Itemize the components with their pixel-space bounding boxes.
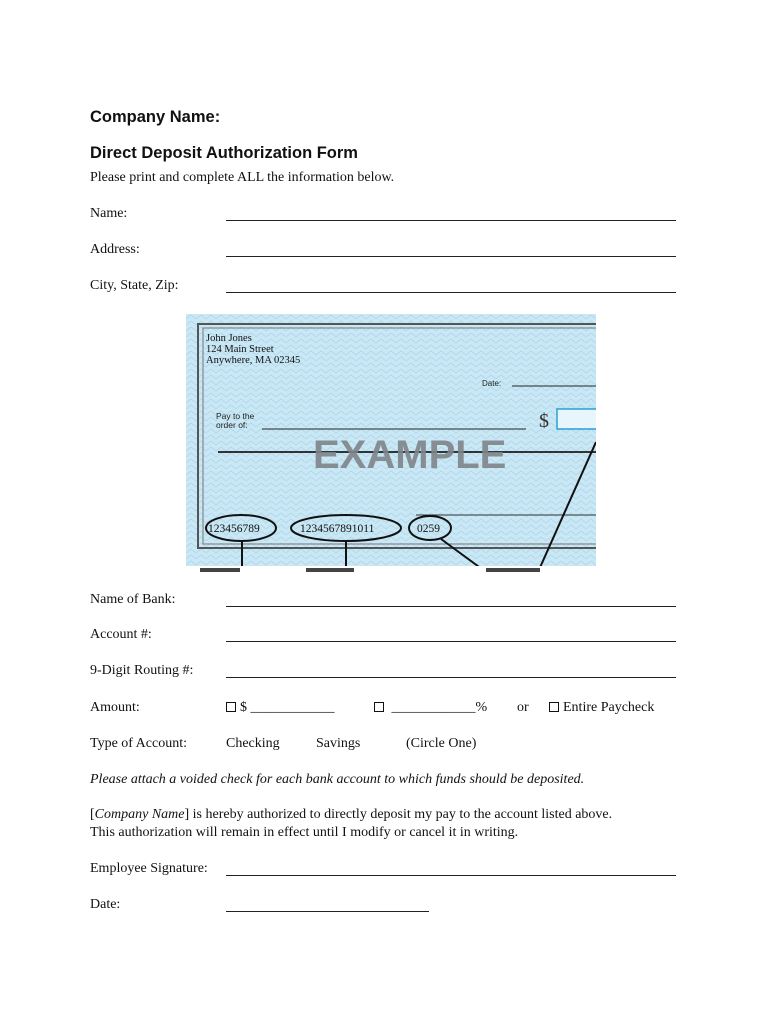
amount-dollar-option[interactable] <box>226 700 335 716</box>
entire-paycheck-option[interactable] <box>549 700 654 716</box>
dollar-checkbox[interactable] <box>226 702 236 712</box>
name-field[interactable] <box>226 220 676 221</box>
check-date-label: Date: <box>482 379 502 388</box>
entire-paycheck-label: Entire Paycheck <box>563 700 655 715</box>
voided-check-notice: Please attach a voided check for each bank account to which funds should be deposited. <box>90 772 585 787</box>
check-account-number: 1234567891011 <box>300 523 375 535</box>
dollar-sign: $ <box>240 700 247 715</box>
account-number-field[interactable] <box>226 641 676 642</box>
check-routing-number: 123456789 <box>208 523 260 535</box>
circle-one-hint: (Circle One) <box>406 736 477 751</box>
city-state-zip-field[interactable] <box>226 292 676 293</box>
form-title: Direct Deposit Authorization Form <box>90 144 358 162</box>
example-check-image <box>186 314 596 572</box>
address-field[interactable] <box>226 256 676 257</box>
city-state-zip-label: City, State, Zip: <box>90 278 179 293</box>
amount-or-text: or <box>517 700 529 715</box>
routing-number-label: 9-Digit Routing #: <box>90 663 194 678</box>
entire-paycheck-checkbox[interactable] <box>549 702 559 712</box>
amount-label: Amount: <box>90 700 140 715</box>
employee-signature-label: Employee Signature: <box>90 861 208 876</box>
checking-option[interactable]: Checking <box>226 736 280 751</box>
open-bracket: [ <box>90 807 95 822</box>
percent-checkbox[interactable] <box>374 702 384 712</box>
bank-name-field[interactable] <box>226 606 676 607</box>
authorization-line-2: This authorization will remain in effect until I modify or cancel it in writing. <box>90 825 519 840</box>
percent-sign: % <box>475 700 488 715</box>
company-name-placeholder: Company Name <box>94 807 185 822</box>
check-pay-to-line1: Pay to the <box>216 411 255 421</box>
account-number-label: Account #: <box>90 627 152 642</box>
dollar-amount-blank[interactable]: ____________ <box>250 700 335 715</box>
address-label: Address: <box>90 242 140 257</box>
check-pay-to-line2: order of: <box>216 420 248 430</box>
check-number: 0259 <box>417 523 440 535</box>
check-holder-city: Anywhere, MA 02345 <box>206 355 301 366</box>
bank-name-label: Name of Bank: <box>90 592 176 607</box>
check-dollar-sign: $ <box>539 410 549 432</box>
authorization-line-1 <box>90 807 612 823</box>
authorization-line-1-text: ] is hereby authorized to directly deposit my pay to the account listed above. <box>184 807 613 822</box>
account-type-label: Type of Account: <box>90 736 187 751</box>
savings-option[interactable]: Savings <box>316 736 361 751</box>
check-holder-street: 124 Main Street <box>206 344 274 355</box>
routing-number-field[interactable] <box>226 677 676 678</box>
percent-amount-blank[interactable]: ____________ <box>391 700 476 715</box>
instructions-text: Please print and complete ALL the information below. <box>90 170 395 185</box>
check-watermark: EXAMPLE <box>313 433 507 477</box>
check-holder-name: John Jones <box>206 333 252 344</box>
name-label: Name: <box>90 206 128 221</box>
company-name-label: Company Name: <box>90 108 221 126</box>
employee-signature-field[interactable] <box>226 875 676 876</box>
date-label: Date: <box>90 897 121 912</box>
amount-percent-option[interactable] <box>374 700 487 716</box>
date-field[interactable] <box>226 911 429 912</box>
